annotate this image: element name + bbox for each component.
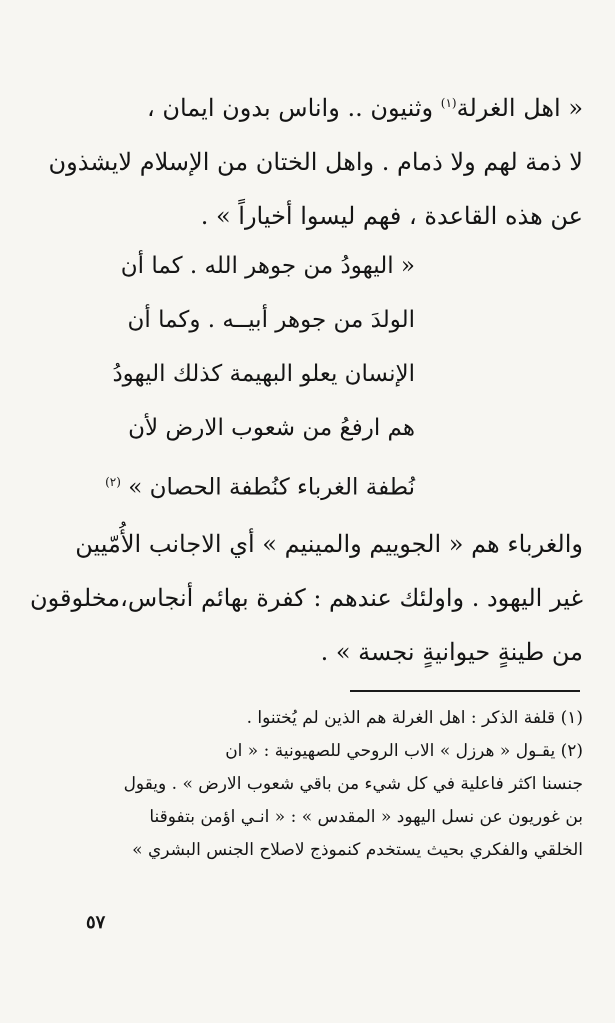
footnote-divider — [350, 690, 580, 692]
page-number: ٥٧ — [86, 912, 106, 933]
text-line: والغرباء هم « الجوييم والمينيم » أي الاجانب الأُمّيين — [75, 530, 583, 558]
footnote-line: الخلقي والفكري بحيث يستخدم كنموذج لاصلاح الجنس البشري » — [132, 840, 583, 860]
verse-line: هم ارفعُ من شعوب الارض لأن — [128, 415, 415, 441]
text-line: « اهل الغرلة$^{(١)}$ وثنيون .. واناس بدون ايمان ، — [146, 94, 583, 122]
verse-line: نُطفة الغرباء كنُطفة الحصان » $^{(٢)}$ — [105, 474, 415, 501]
footnote-line: (١) قلفة الذكر : اهل الغرلة هم الذين لم يُختنوا . — [246, 708, 583, 728]
footnote-ref: (٢) — [105, 475, 121, 489]
footnote-line: (٢) يقـول « هرزل » الاب الروحي للصهيونية : « ان — [225, 741, 583, 761]
text-line: عن هذه القاعدة ، فهم ليسوا أخياراً » . — [200, 202, 583, 230]
paragraph-1 — [23, 76, 583, 243]
paragraph-2 — [23, 517, 583, 679]
text-line: غير اليهود . واولئك عندهم : كفرة بهائم أنجاس،مخلوقون — [29, 584, 583, 612]
footnotes — [18, 702, 583, 867]
footnote-line: بن غوريون عن نسل اليهود « المقدس » : « انـي اؤمن بتفوقنا — [149, 807, 583, 827]
verse-line: الإنسان يعلو البهيمة كذلك اليهودُ — [112, 361, 415, 387]
quoted-verse — [35, 239, 415, 515]
text-line: من طينةٍ حيوانيةٍ نجسة » . — [320, 638, 583, 666]
text-line: لا ذمة لهم ولا ذمام . واهل الختان من الإسلام لايشذون — [48, 148, 583, 176]
footnote-line: جنسنا اكثر فاعلية في كل شيء من باقي شعوب الارض » . ويقول — [123, 774, 583, 794]
verse-line: « اليهودُ من جوهر الله . كما أن — [120, 253, 415, 279]
footnote-ref: (١) — [440, 96, 457, 110]
verse-line: الولدَ من جوهر أبيــه . وكما أن — [127, 307, 415, 333]
